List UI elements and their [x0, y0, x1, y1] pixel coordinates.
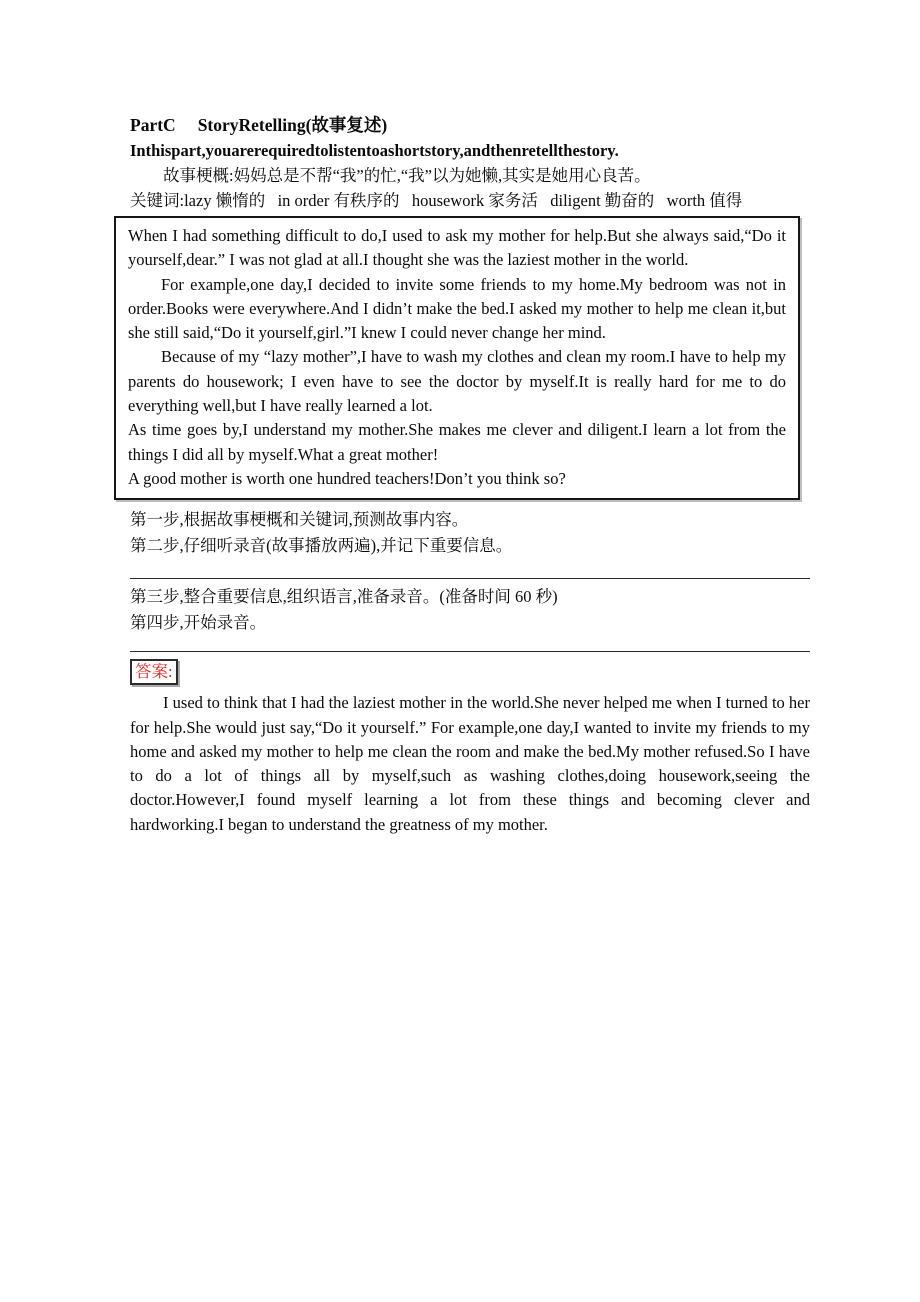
story-paragraph: Because of my “lazy mother”,I have to wash my clothes and clean my room.I have to help my parents do housework; I even have to see the doctor by myself.It is really hard for me to do everything well,but I have really learned a lot. — [128, 347, 786, 416]
story-paragraph: As time goes by,I understand my mother.She makes me clever and diligent.I learn a lot from the things I did all by myself.What a great mother! — [128, 420, 786, 464]
step-3: 第三步,整合重要信息,组织语言,准备录音。(准备时间 60 秒) — [130, 587, 558, 607]
section-title-part: PartC — [130, 115, 176, 135]
story-box — [114, 216, 800, 500]
step-4: 第四步,开始录音。 — [130, 613, 267, 633]
section-instruction: Inthispart,youarerequiredtolistentoashortstory,andthenretellthestory. — [130, 141, 619, 160]
writing-line — [130, 651, 810, 652]
steps-group — [130, 507, 810, 559]
story-paragraph: For example,one day,I decided to invite some friends to my home.My bedroom was not in order.Books were everywhere.And I didn’t make the bed.I asked my mother to help me clean it,but she still said,“Do it yourself,girl.”I knew I could never change her mind. — [128, 274, 786, 343]
step-1: 第一步,根据故事梗概和关键词,预测故事内容。 — [130, 510, 469, 530]
story-paragraph: A good mother is worth one hundred teachers!Don’t you think so? — [128, 468, 566, 488]
story-paragraph: When I had something difficult to do,I used to ask my mother for help.But she always said,“Do it yourself,dear.” I was not glad at all.I thought she was the laziest mother in the world. — [128, 226, 786, 270]
answer-label-row — [130, 659, 810, 687]
step-2: 第二步,仔细听录音(故事播放两遍),并记下重要信息。 — [130, 536, 513, 556]
writing-line — [130, 578, 810, 579]
steps-group — [130, 584, 810, 636]
answer-text: I used to think that I had the laziest mother in the world.She never helped me when I turned to her for help.She would just say,“Do it yourself.” For example,one day,I wanted to invite my friends to my home and asked my mother to help me clean the room and make the bed.My mother refused.So I have to do a lot of things all by myself,such as washing clothes,doing housework,seeing the doctor.However,I found myself learning a lot from these things and becoming clever and hardworking.I began to understand the greatness of my mother. — [130, 693, 810, 834]
keywords-line: 关键词:lazy 懒惰的 in order 有秩序的 housework 家务活 diligent 勤奋的 worth 值得 — [130, 191, 743, 210]
section-title-name: StoryRetelling(故事复述) — [197, 115, 388, 135]
story-synopsis: 故事梗概:妈妈总是不帮“我”的忙,“我”以为她懒,其实是她用心良苦。 — [163, 166, 651, 185]
answer-label: 答案: — [130, 659, 178, 685]
section-title — [130, 112, 810, 138]
worksheet-page — [130, 112, 810, 837]
